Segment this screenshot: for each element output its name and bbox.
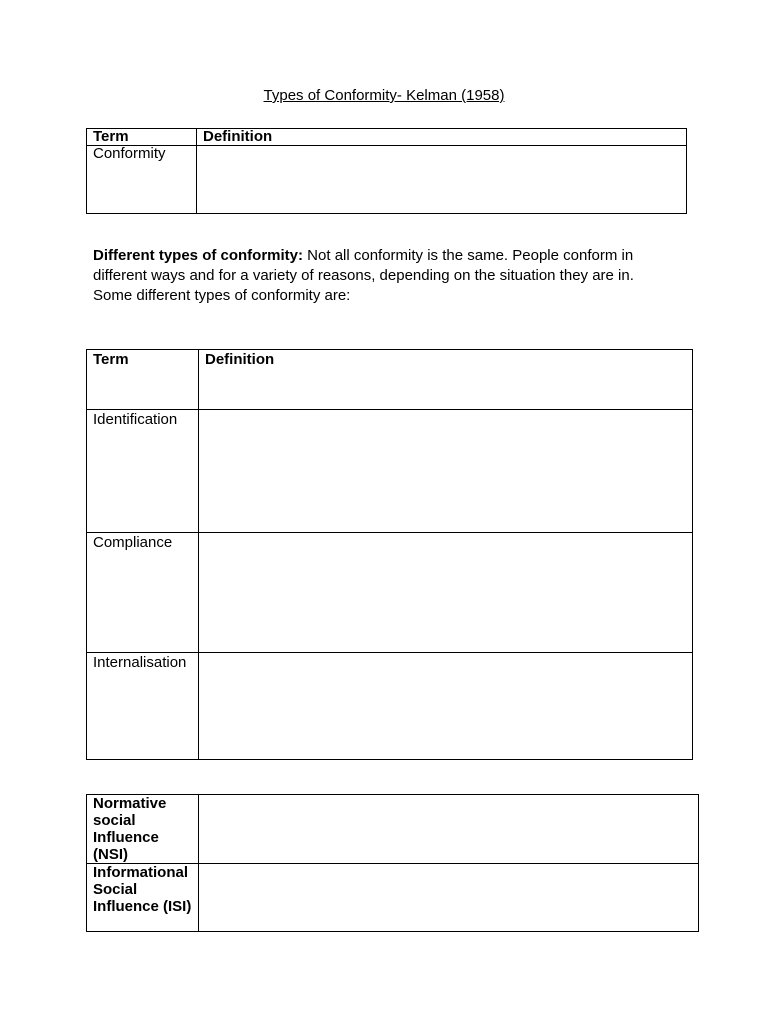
intro-text: Not all conformity is the same. People conform in different ways and for a variety of reasons, depending on the situation they are in. Some different types of conformity are: [93, 247, 634, 304]
term-cell-conformity: Conformity [87, 146, 197, 214]
term-cell-nsi: Normative social Influence (NSI) [87, 795, 199, 864]
types-of-conformity-table [86, 349, 693, 760]
header-definition: Definition [199, 350, 693, 410]
header-definition: Definition [197, 129, 687, 146]
intro-paragraph [93, 246, 673, 306]
conformity-definition-table [86, 128, 687, 214]
term-cell-internalisation: Internalisation [87, 653, 199, 760]
document-title: Types of Conformity- Kelman (1958) [263, 87, 505, 104]
header-term: Term [87, 129, 197, 146]
intro-bold-lead: Different types of conformity: [93, 247, 304, 264]
term-cell-isi: Informational Social Influence (ISI) [87, 864, 199, 932]
definition-cell-compliance[interactable] [199, 533, 693, 653]
definition-cell-internalisation[interactable] [199, 653, 693, 760]
term-cell-identification: Identification [87, 410, 199, 533]
social-influence-table [86, 794, 699, 932]
term-cell-compliance: Compliance [87, 533, 199, 653]
header-term: Term [87, 350, 199, 410]
definition-cell-nsi[interactable] [199, 795, 699, 864]
definition-cell-identification[interactable] [199, 410, 693, 533]
definition-cell-isi[interactable] [199, 864, 699, 932]
definition-cell-conformity[interactable] [197, 146, 687, 214]
